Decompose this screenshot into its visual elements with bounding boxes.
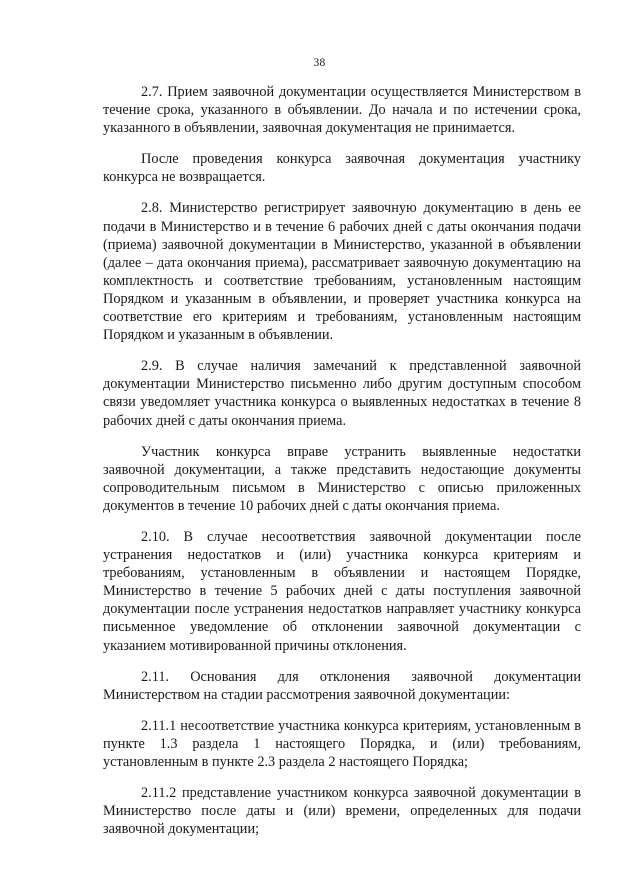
page-number: 38 [313,57,326,69]
paragraph-2-11: 2.11. Основания для отклонения заявочной документации Министерством на стадии рассмотрения заявочной документации: [103,668,581,703]
paragraph-no-return: После проведения конкурса заявочная документация участнику конкурса не возвращается. [103,151,581,186]
paragraph-2-7: 2.7. Прием заявочной документации осуществляется Министерством в течение срока, указанного в объявлении. До начала и по истечении срока, указанного в объявлении, заявочная документация не принимается. [103,84,581,137]
paragraph-2-8: 2.8. Министерство регистрирует заявочную документацию в день ее подачи в Министерство и в течение 6 рабочих дней с даты окончания подачи (приема) заявочной документации в Министерство, указанной в объявлении (далее – дата окончания приема), рассматривает заявочную документацию на комплектность и соответствие требованиям, установленным настоящим Порядком и указанным в объявлении, и проверяет участника конкурса на соответствие его критериям и требованиям, установленным настоящим Порядком и указанным в объявлении. [103,200,581,344]
paragraph-2-9: 2.9. В случае наличия замечаний к представленной заявочной документации Министерство письменно либо другим доступным способом связи уведомляет участника конкурса о выявленных недостатках в течение 8 рабочих дней с даты окончания приема. [103,358,581,429]
paragraph-corrections: Участник конкурса вправе устранить выявленные недостатки заявочной документации, а также представить недостающие документы сопроводительным письмом в Министерство с описью приложенных документов в течение 10 рабочих дней с даты окончания приема. [103,443,581,514]
paragraph-2-11-2: 2.11.2 представление участником конкурса заявочной документации в Министерство после даты и (или) времени, определенных для подачи заявочной документации; [103,785,581,838]
paragraph-2-11-1: 2.11.1 несоответствие участника конкурса критериям, установленным в пункте 1.3 раздела 1 настоящего Порядка, и (или) требованиям, установленным в пункте 2.3 раздела 2 настоящего Порядка; [103,717,581,770]
document-body [103,83,581,851]
paragraph-2-10: 2.10. В случае несоответствия заявочной документации после устранения недостатков и (или) участника конкурса критериям и требованиям, установленным в объявлении и настоящем Порядке, Министерство в течение 5 рабочих дней с даты поступления заявочной документации после устранения недостатков направляет участнику конкурса письменное уведомление об отклонении заявочной документации с указанием мотивированной причины отклонения. [103,528,581,654]
